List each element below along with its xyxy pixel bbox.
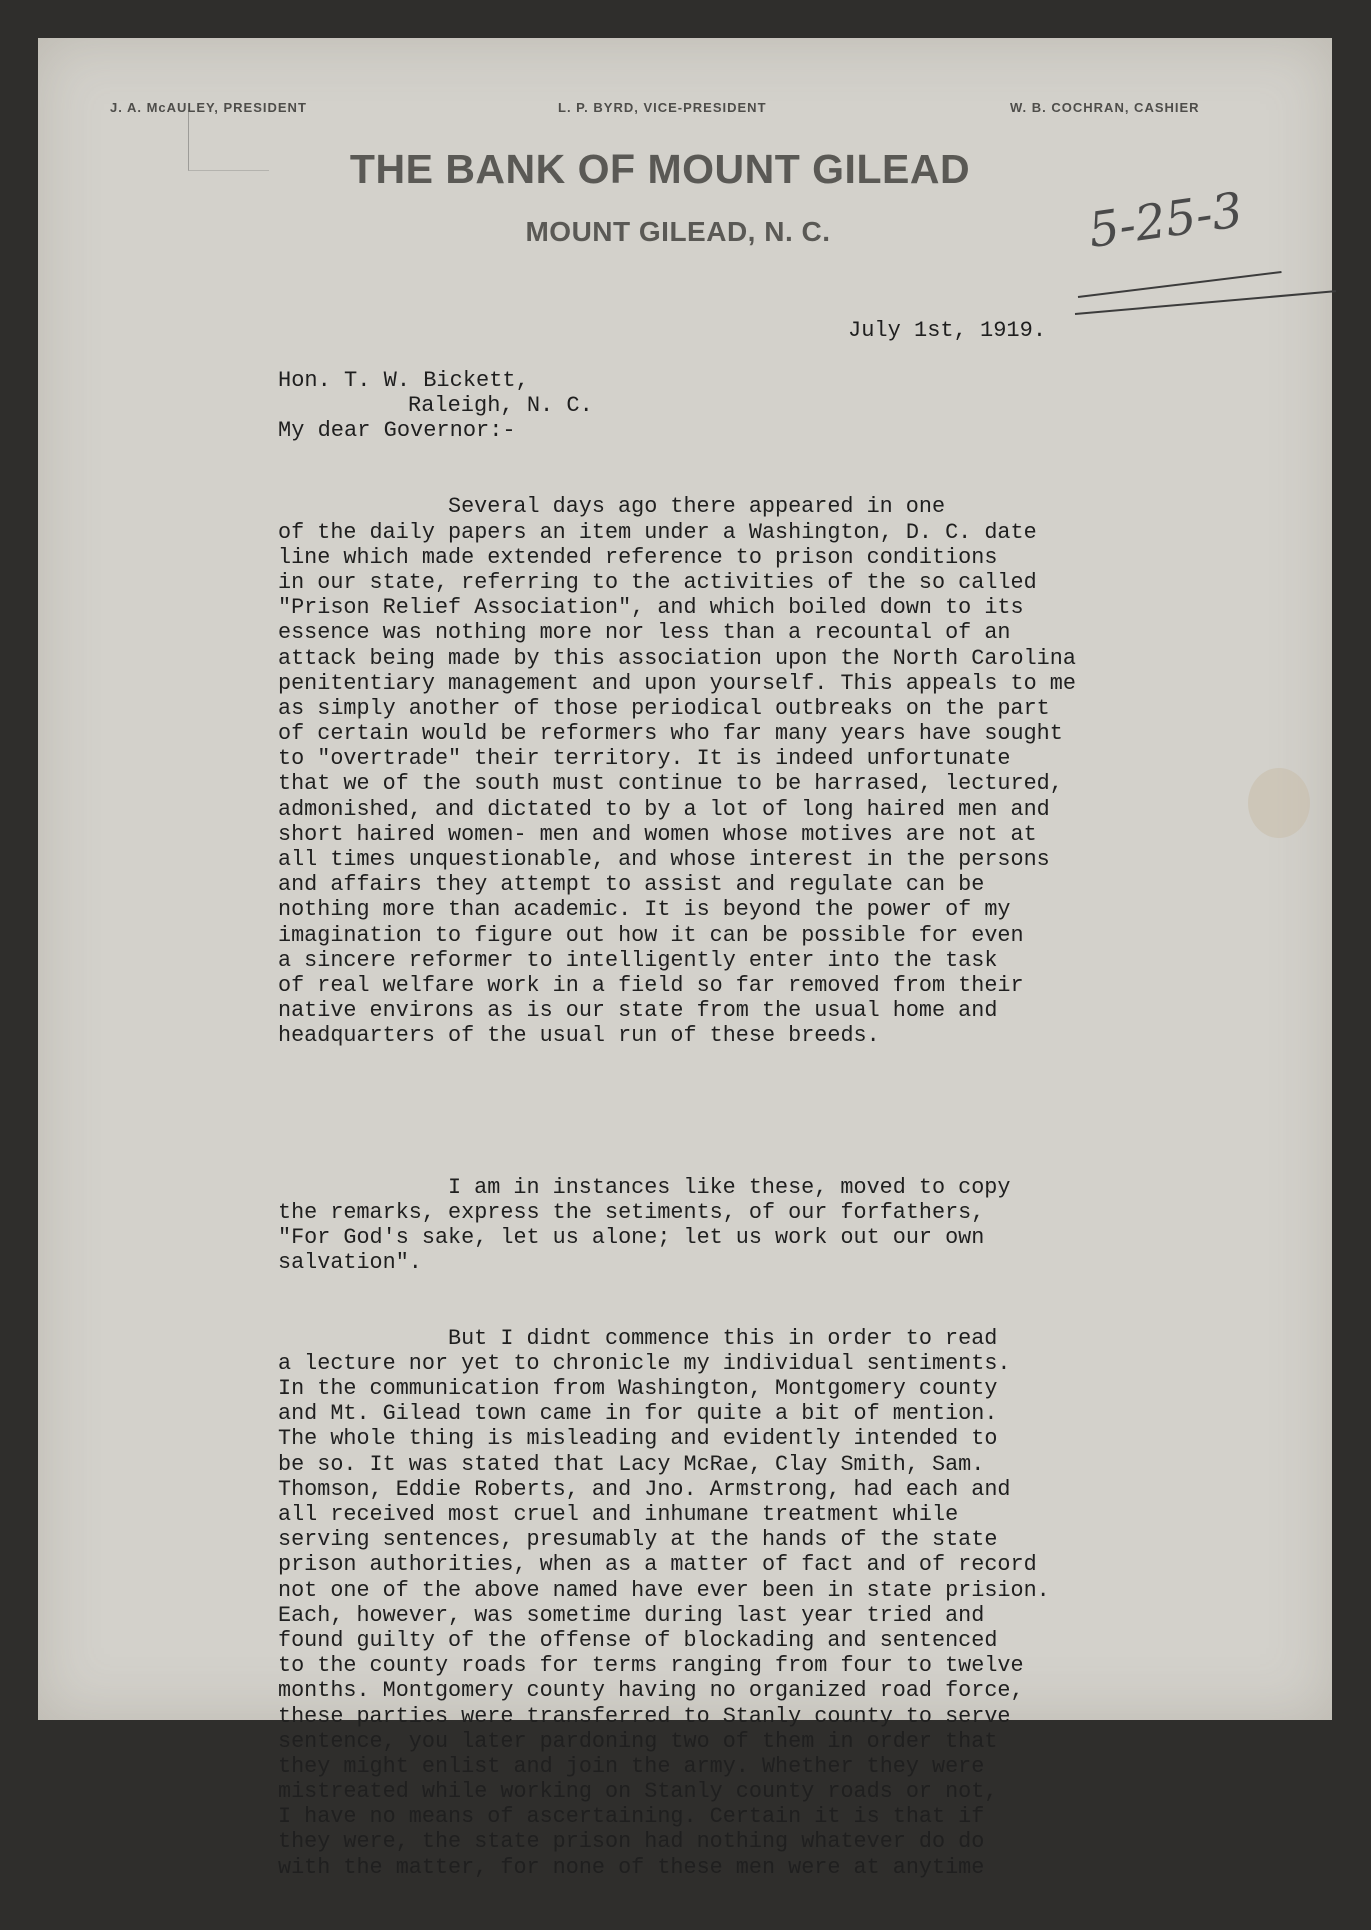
text-line: line which made extended reference to prison conditions <box>278 544 998 570</box>
text-line: sentence, you later pardoning two of them in order that <box>278 1728 998 1754</box>
text-line: The whole thing is misleading and evidently intended to <box>278 1426 998 1452</box>
text-line: be so. It was stated that Lacy McRae, Clay Smith, Sam. <box>278 1451 985 1477</box>
text-line: serving sentences, presumably at the hands of the state <box>278 1527 998 1553</box>
paragraph-3 <box>278 1326 1076 1880</box>
text-line: imagination to figure out how it can be possible for even <box>278 922 1024 948</box>
text-line: with the matter, for none of these men were at anytime <box>278 1854 985 1880</box>
text-line: and affairs they attempt to assist and regulate can be <box>278 872 985 898</box>
text-line: admonished, and dictated to by a lot of long haired men and <box>278 796 1050 822</box>
text-line: penitentiary management and upon yourself. This appeals to me <box>278 670 1076 696</box>
recipient-address <box>278 368 593 443</box>
text-line: not one of the above named have ever been in state prision. <box>278 1577 1050 1603</box>
text-line: and Mt. Gilead town came in for quite a bit of mention. <box>278 1401 998 1427</box>
text-line: In the communication from Washington, Montgomery county <box>278 1376 998 1402</box>
text-line: in our state, referring to the activities of the so called <box>278 569 1037 595</box>
fold-mark <box>188 110 269 171</box>
text-line: months. Montgomery county having no organized road force, <box>278 1678 1024 1704</box>
text-line: short haired women- men and women whose motives are not at <box>278 821 1037 847</box>
text-line: they were, the state prison had nothing whatever do do <box>278 1829 985 1855</box>
text-line: as simply another of those periodical outbreaks on the part <box>278 695 1050 721</box>
text-line: Each, however, was sometime during last year tried and <box>278 1602 985 1628</box>
text-line: I am in instances like these, moved to copy <box>448 1174 1011 1200</box>
text-line: to the county roads for terms ranging from four to twelve <box>278 1653 1024 1679</box>
text-line: "For God's sake, let us alone; let us work out our own <box>278 1224 985 1250</box>
text-line: all times unquestionable, and whose interest in the persons <box>278 847 1050 873</box>
paragraph-gap <box>278 1099 1076 1124</box>
text-line: they might enlist and join the army. Whether they were <box>278 1753 985 1779</box>
salutation: My dear Governor:- <box>278 418 516 443</box>
text-line: all received most cruel and inhumane treatment while <box>278 1502 959 1527</box>
text-line: I have no means of ascertaining. Certain it is that if <box>278 1804 985 1830</box>
bank-name: THE BANK OF MOUNT GILEAD <box>349 146 971 192</box>
recipient-name: Hon. T. W. Bickett, <box>278 368 529 393</box>
text-line: headquarters of the usual run of these breeds. <box>278 1023 880 1049</box>
pen-underline <box>1075 290 1336 315</box>
text-line: found guilty of the offense of blockading and sentenced <box>278 1627 998 1653</box>
text-line: essence was nothing more nor less than a recountal of an <box>278 620 1011 646</box>
text-line: a lecture nor yet to chronicle my individual sentiments. <box>278 1350 1011 1376</box>
text-line: attack being made by this association upon the North Carolina <box>278 645 1076 671</box>
text-line: "Prison Relief Association", and which boiled down to its <box>278 595 1024 621</box>
paragraph-1 <box>278 494 1076 1048</box>
text-line: Thomson, Eddie Roberts, and Jno. Armstrong, had each and <box>278 1476 1011 1502</box>
officer-president: J. A. McAULEY, PRESIDENT <box>110 100 307 115</box>
letter-body <box>278 444 1076 1930</box>
pen-underline <box>1078 271 1282 298</box>
text-line: mistreated while working on Stanly county roads or not, <box>278 1779 998 1805</box>
text-line: these parties were transferred to Stanly county to serve <box>278 1703 1011 1729</box>
text-line: of real welfare work in a field so far removed from their <box>278 972 1024 998</box>
recipient-city: Raleigh, N. C. <box>408 393 593 418</box>
text-line: nothing more than academic. It is beyond the power of my <box>278 897 1011 923</box>
paper-stain <box>1248 768 1310 838</box>
text-line: native environs as is our state from the usual home and <box>278 998 998 1024</box>
text-line: of the daily papers an item under a Washington, D. C. date <box>278 519 1037 545</box>
text-line: the remarks, express the setiments, of our forfathers, <box>278 1199 985 1225</box>
letter-date: July 1st, 1919. <box>848 318 1047 343</box>
letter-page <box>38 38 1332 1880</box>
text-line: But I didnt commence this in order to read <box>448 1325 998 1351</box>
text-line: to "overtrade" their territory. It is indeed unfortunate <box>278 746 1011 772</box>
text-line: a sincere reformer to intelligently enter into the task <box>278 947 998 973</box>
text-line: salvation". <box>278 1250 422 1276</box>
text-line: Several days ago there appeared in one <box>448 494 946 520</box>
text-line: of certain would be reformers who far many years have sought <box>278 721 1063 747</box>
handwritten-file-number: 5-25-3 <box>1085 182 1247 260</box>
officer-vice-president: L. P. BYRD, VICE-PRESIDENT <box>558 100 767 115</box>
officer-cashier: W. B. COCHRAN, CASHIER <box>1010 100 1200 115</box>
text-line: that we of the south must continue to be harrased, lectured, <box>278 771 1063 797</box>
bank-city: MOUNT GILEAD, N. C. <box>525 216 831 247</box>
paragraph-2 <box>278 1175 1076 1276</box>
text-line: prison authorities, when as a matter of fact and of record <box>278 1552 1037 1578</box>
